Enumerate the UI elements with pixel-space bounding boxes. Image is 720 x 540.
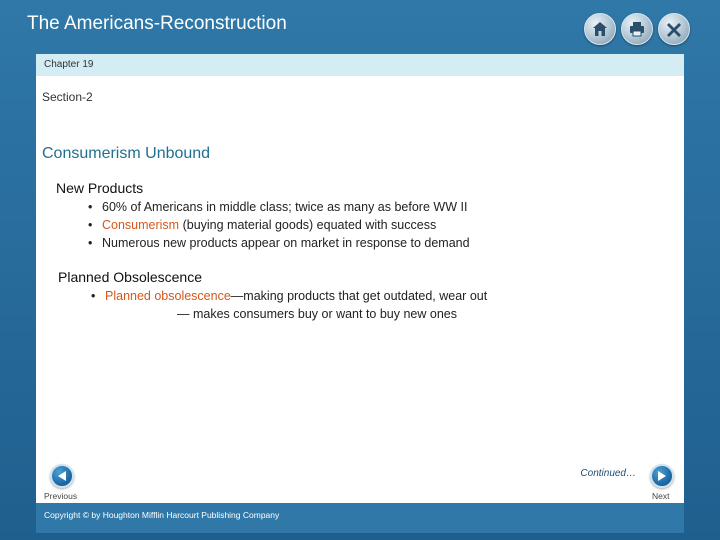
bullet-icon: • [88, 236, 93, 250]
close-icon [665, 20, 683, 38]
bullet-accent: Consumerism [102, 218, 180, 232]
bullet-text: Numerous new products appear on market in response to demand [102, 236, 470, 250]
list-item [91, 289, 487, 303]
continued-label: Continued… [580, 468, 636, 479]
slide-title: The Americans-Reconstruction [27, 13, 287, 34]
bullet-icon: • [91, 289, 96, 303]
previous-label: Previous [44, 491, 78, 501]
previous-button[interactable] [50, 464, 74, 488]
bullet-text: 60% of Americans in middle class; twice as many as before WW II [102, 200, 468, 214]
triangle-right-icon [657, 471, 667, 481]
home-button[interactable] [584, 13, 616, 45]
section-label: Section-2 [42, 90, 93, 104]
planned-obsolescence-title: Planned Obsolescence [58, 269, 202, 285]
copyright-text: Copyright © by Houghton Mifflin Harcourt Publishing Company [44, 510, 280, 520]
list-item [88, 218, 436, 232]
next-button[interactable] [650, 464, 674, 488]
bullet-continuation: — makes consumers buy or want to buy new ones [177, 307, 457, 321]
content-panel [36, 54, 684, 520]
close-button[interactable] [658, 13, 690, 45]
footer-bar [36, 503, 684, 533]
home-icon [591, 20, 609, 38]
bullet-text: (buying material goods) equated with success [179, 218, 437, 232]
bullet-icon: • [88, 200, 93, 214]
triangle-left-icon [57, 471, 67, 481]
print-icon [628, 20, 646, 38]
bullet-icon: • [88, 218, 93, 232]
list-item [88, 236, 470, 250]
print-button[interactable] [621, 13, 653, 45]
bullet-text: —making products that get outdated, wear out [230, 289, 488, 303]
list-item [88, 200, 467, 214]
new-products-title: New Products [56, 180, 144, 196]
chapter-bar [36, 54, 684, 76]
bullet-accent: Planned obsolescence [105, 289, 231, 303]
chapter-label: Chapter 19 [44, 59, 94, 70]
next-label: Next [652, 491, 670, 501]
slide-heading: Consumerism Unbound [42, 145, 211, 162]
